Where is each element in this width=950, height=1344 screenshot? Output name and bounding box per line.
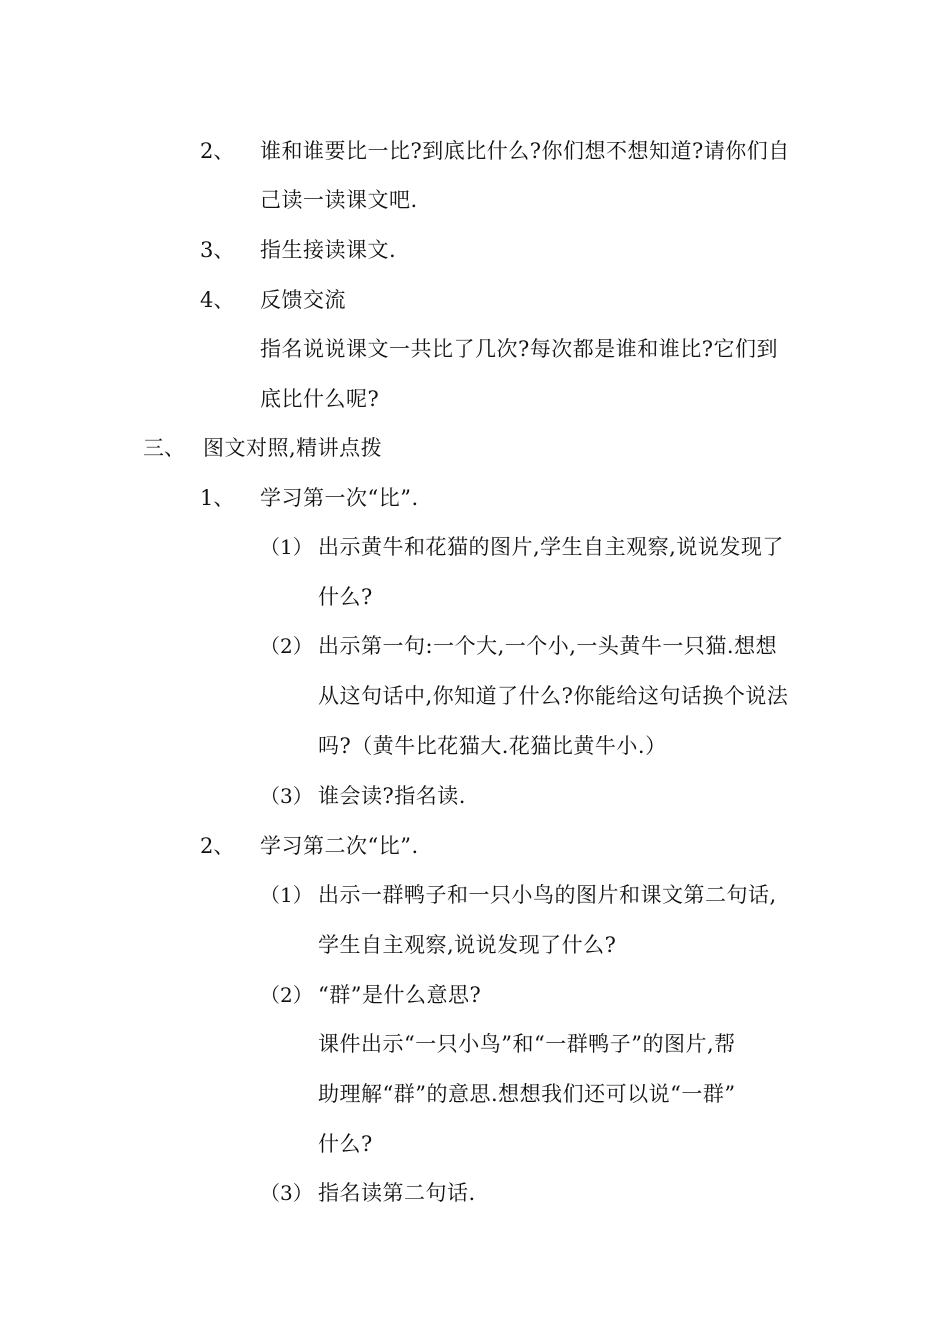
paragraph-line: 谁会读?指名读. xyxy=(318,784,466,808)
section-title: 图文对照,精讲点拨 xyxy=(203,436,383,460)
sub-item-label: （3） xyxy=(260,1181,313,1205)
paragraph-line: 指名说说课文一共比了几次?每次都是谁和谁比?它们到 xyxy=(260,337,779,361)
paragraph-line: 出示一群鸭子和一只小鸟的图片和课文第二句话, xyxy=(318,883,777,907)
sub-item-label: （1） xyxy=(260,883,313,907)
item-number: 3、 xyxy=(200,238,235,262)
paragraph-line: 课件出示“一只小鸟”和“一群鸭子”的图片,帮 xyxy=(318,1032,736,1056)
item-number: 4、 xyxy=(200,288,235,312)
paragraph-line: 指生接读课文. xyxy=(260,238,397,262)
paragraph-line: 什么? xyxy=(318,585,373,609)
paragraph-line: 从这句话中,你知道了什么?你能给这句话换个说法 xyxy=(318,684,789,708)
paragraph-line: 反馈交流 xyxy=(260,288,346,312)
paragraph-line: 出示第一句:一个大,一个小,一头黄牛一只猫.想想 xyxy=(318,634,778,658)
paragraph-line: “群”是什么意思? xyxy=(318,983,482,1007)
paragraph-line: 学生自主观察,说说发现了什么? xyxy=(318,933,617,957)
sub-item-label: （2） xyxy=(260,983,313,1007)
item-number: 2、 xyxy=(200,834,235,858)
subsection-title: 学习第二次“比”. xyxy=(260,834,419,858)
paragraph-line: 指名读第二句话. xyxy=(318,1181,476,1205)
paragraph-line: 己读一读课文吧. xyxy=(260,188,418,212)
paragraph-line: 助理解“群”的意思.想想我们还可以说“一群” xyxy=(318,1082,736,1106)
sub-item-label: （3） xyxy=(260,784,313,808)
sub-item-label: （2） xyxy=(260,634,313,658)
sub-item-label: （1） xyxy=(260,535,313,559)
section-number: 三、 xyxy=(143,436,185,460)
paragraph-line: 谁和谁要比一比?到底比什么?你们想不想知道?请你们自 xyxy=(260,139,790,163)
paragraph-line: 出示黄牛和花猫的图片,学生自主观察,说说发现了 xyxy=(318,535,784,559)
paragraph-line: 吗?（黄牛比花猫大.花猫比黄牛小.） xyxy=(318,734,667,758)
subsection-title: 学习第一次“比”. xyxy=(260,486,419,510)
item-number: 1、 xyxy=(200,486,235,510)
paragraph-line: 底比什么呢? xyxy=(260,387,380,411)
paragraph-line: 什么? xyxy=(318,1132,373,1156)
item-number: 2、 xyxy=(200,139,235,163)
